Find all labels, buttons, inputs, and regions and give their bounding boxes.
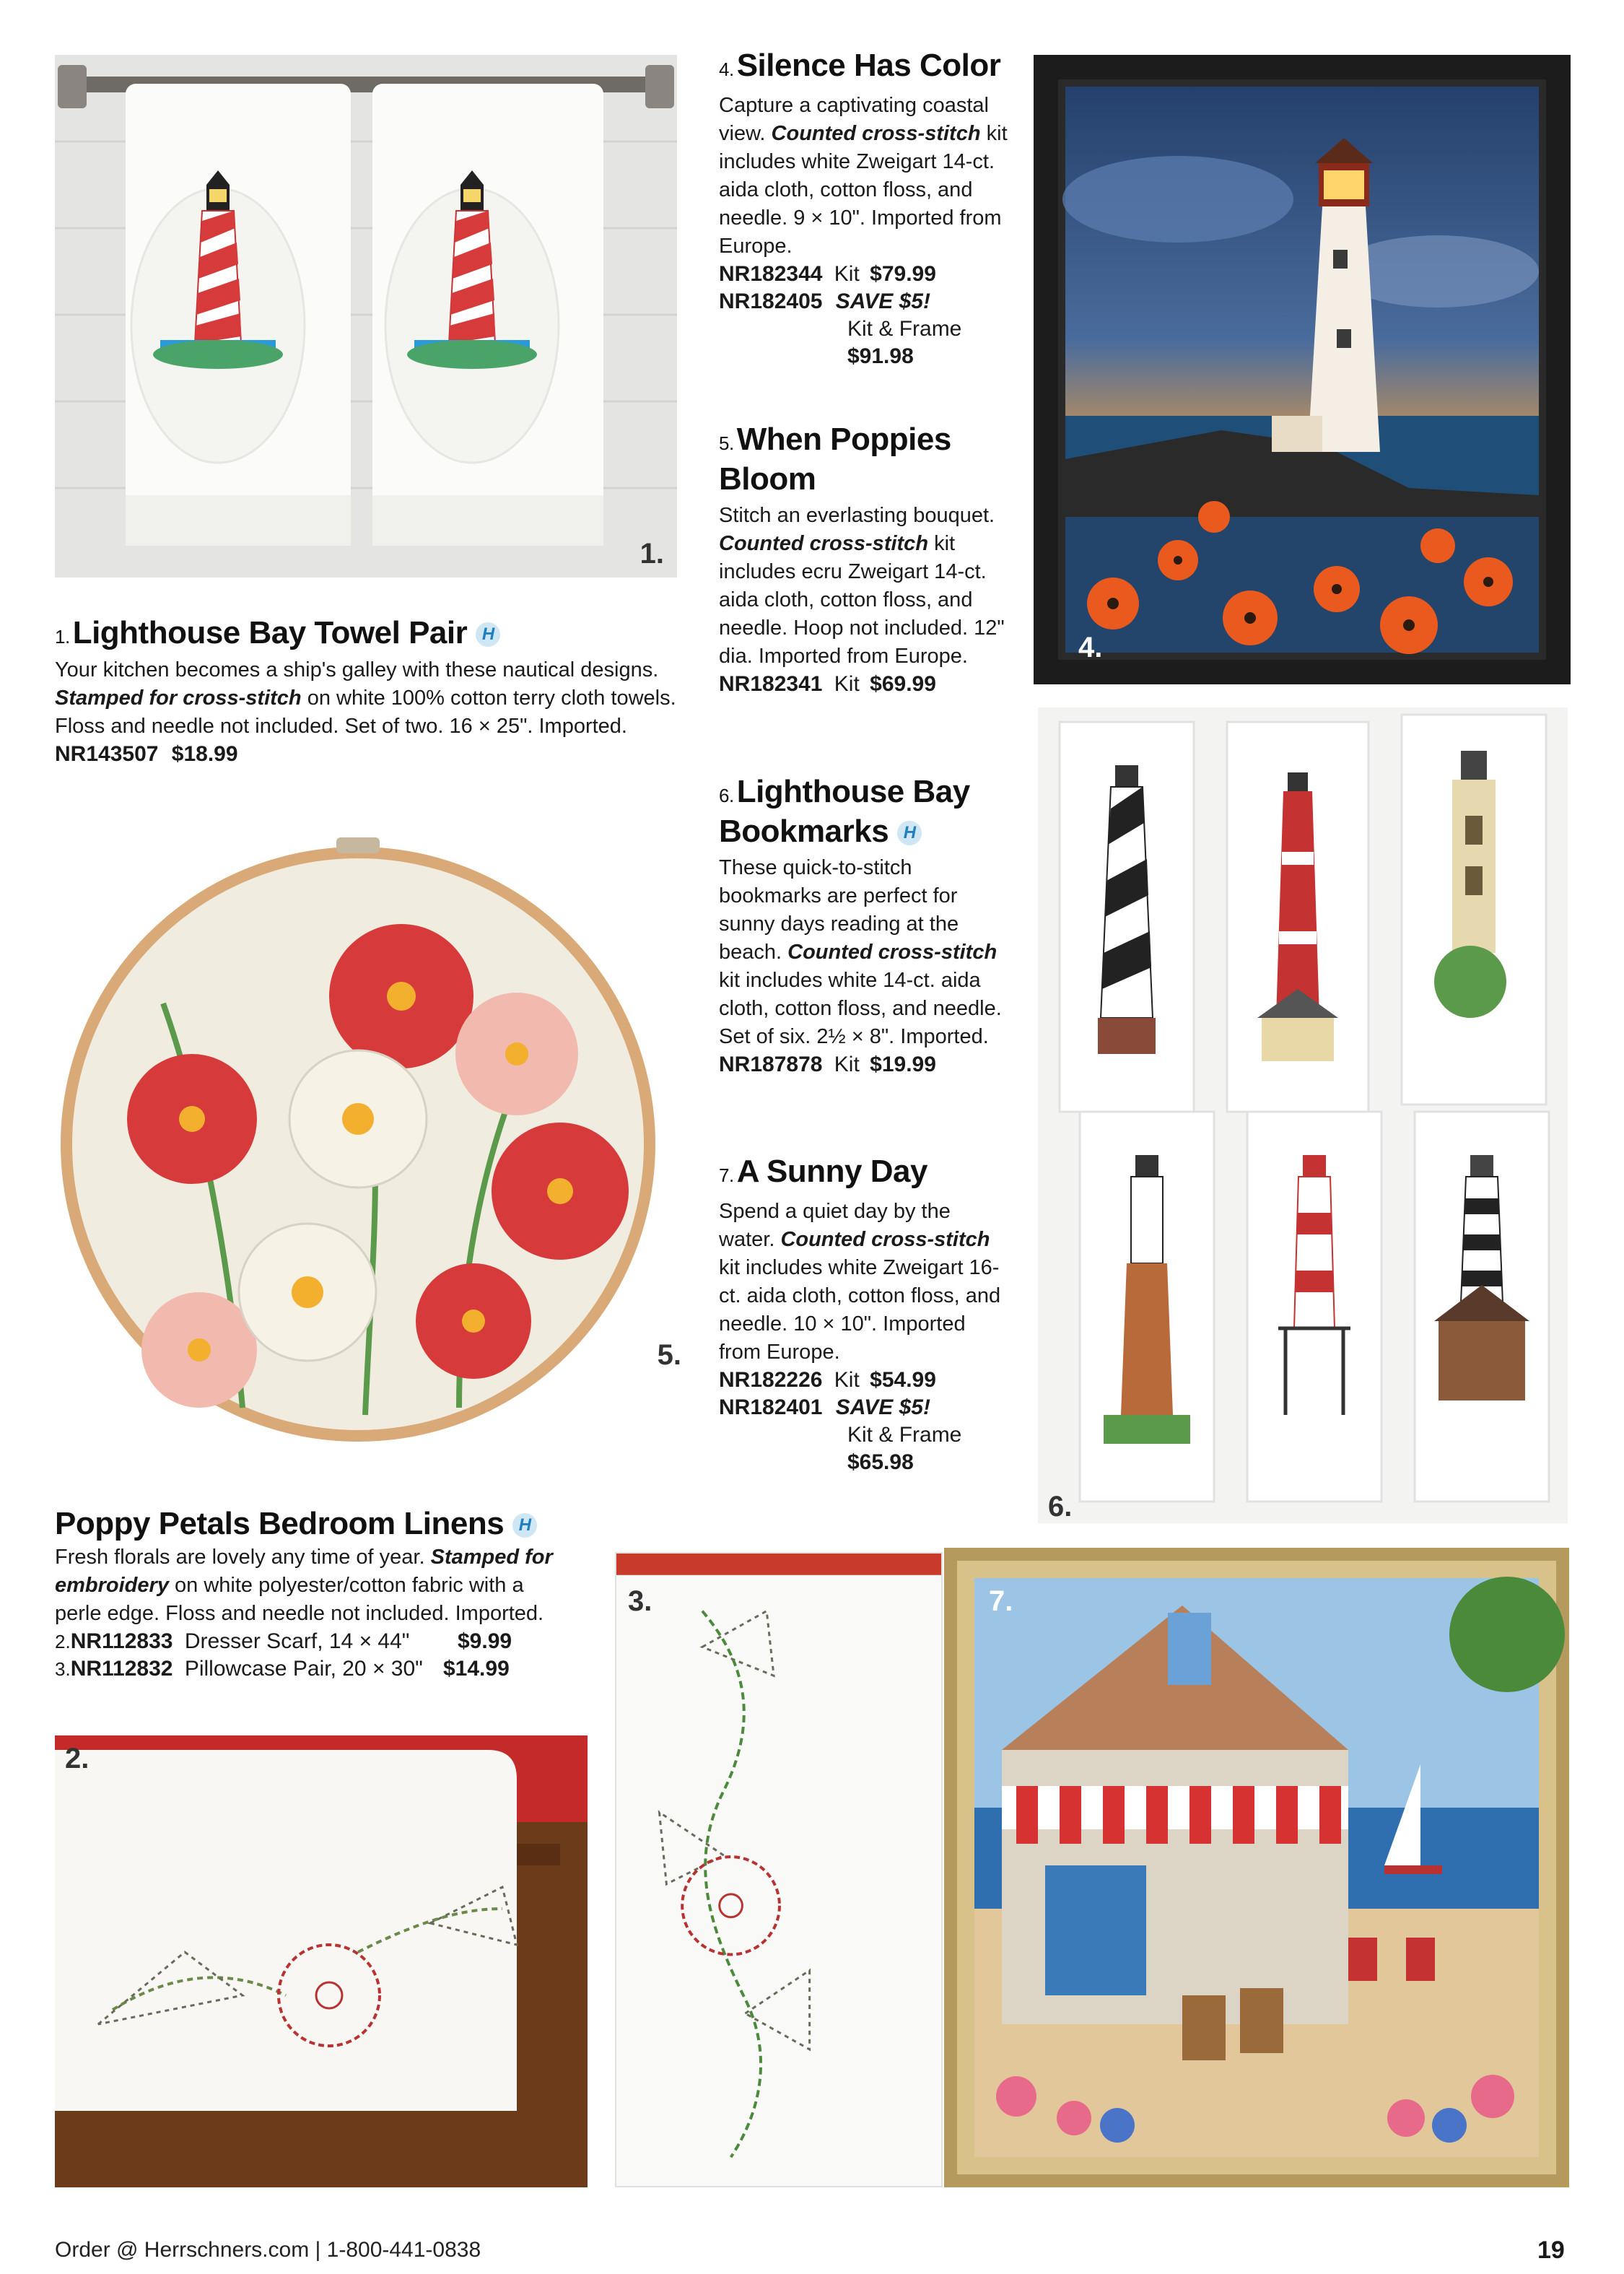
- product-1-price: $18.99: [171, 742, 238, 766]
- item-3-number: 3.: [55, 1658, 71, 1680]
- pillowcase-illustration: [616, 1554, 941, 2186]
- pillowcase-photo: [615, 1552, 943, 2187]
- product-4-kitframe-label: Kit & Frame: [847, 317, 962, 341]
- product-4-price-row-1: [719, 261, 1008, 288]
- product-4-description: [719, 92, 1008, 261]
- sunny-day-illustration: [944, 1548, 1569, 2187]
- photo-label-3: 3.: [628, 1585, 652, 1617]
- photo-label-2: 2.: [65, 1743, 90, 1774]
- product-6-sku: NR187878: [719, 1053, 823, 1076]
- poppy-hoop-photo: [55, 816, 681, 1451]
- product-6-desc-a: These quick-to-stitch bookmarks are perfect for sunny days reading at the beach.: [719, 856, 959, 964]
- product-6-block: [719, 774, 1008, 1079]
- product-6-desc-em: Counted cross-stitch: [787, 941, 997, 964]
- photo-label-7: 7.: [989, 1585, 1013, 1617]
- product-5-number: 5.: [719, 432, 734, 454]
- product-4-price-row-2: [719, 288, 1008, 315]
- silence-has-color-photo: [1034, 55, 1571, 684]
- product-7-sku-kit: NR182226: [719, 1368, 823, 1392]
- product-1-sku: NR143507: [55, 742, 159, 766]
- item-2-sku: NR112833: [70, 1629, 173, 1653]
- product-7-block: [719, 1154, 1008, 1476]
- product-4-kit-label: Kit: [834, 262, 860, 286]
- product-1-price-row: [55, 741, 683, 768]
- product-5-desc-a: Stitch an everlasting bouquet.: [719, 504, 995, 527]
- sunny-day-photo: [944, 1548, 1569, 2187]
- product-7-kitframe-label: Kit & Frame: [847, 1423, 962, 1447]
- product-5-price: $69.99: [870, 672, 936, 696]
- product-7-sku-frame: NR182401: [719, 1395, 823, 1419]
- product-5-title: [719, 422, 1008, 497]
- product-5-block: [719, 422, 1008, 698]
- product-6-desc-b: kit includes white 14-ct. aida cloth, cotton floss, and needle. Set of six. 2½ × 8". Imported.: [719, 969, 1002, 1048]
- product-7-description: [719, 1198, 1008, 1367]
- product-7-desc-a: Spend a quiet day by the water.: [719, 1200, 951, 1251]
- product-5-desc-em: Counted cross-stitch: [719, 532, 929, 555]
- product-6-description: [719, 854, 1008, 1051]
- product-7-title: [719, 1154, 1008, 1193]
- product-4-desc-em: Counted cross-stitch: [771, 122, 981, 145]
- photo-label-5: 5.: [657, 1339, 681, 1371]
- product-6-title-l1: Lighthouse Bay: [736, 774, 970, 809]
- poppy-linens-h-badge: H: [512, 1513, 537, 1538]
- poppy-linens-item-row: [55, 1628, 575, 1655]
- product-5-sku: NR182341: [719, 672, 823, 696]
- product-7-kit-price: $54.99: [870, 1368, 936, 1392]
- product-6-kit-label: Kit: [834, 1053, 860, 1076]
- product-4-title: [719, 48, 1008, 87]
- page-number: 19: [1537, 2236, 1565, 2264]
- product-4-number: 4.: [719, 58, 734, 80]
- product-6-price-row: [719, 1051, 1008, 1079]
- product-6-h-badge: H: [897, 821, 922, 845]
- product-4-sku-frame: NR182405: [719, 289, 823, 313]
- dresser-scarf-photo: [55, 1735, 588, 2187]
- product-1-block: [55, 615, 683, 768]
- poppy-linens-desc-b: on white polyester/cotton fabric with a perle edge. Floss and needle not included. Imported.: [55, 1574, 544, 1625]
- product-5-price-row: [719, 671, 1008, 698]
- product-1-title-text: Lighthouse Bay Towel Pair: [72, 615, 468, 650]
- product-7-desc-b: kit includes white Zweigart 16-ct. aida cloth, cotton floss, and needle. 10 × 10". Imported from Europe.: [719, 1256, 1001, 1364]
- product-4-save-badge: SAVE $5!: [835, 289, 930, 313]
- product-7-title-text: A Sunny Day: [736, 1154, 927, 1189]
- product-1-h-badge: H: [476, 622, 500, 647]
- poppy-linens-item-row: [55, 1655, 575, 1683]
- item-3-price: $14.99: [443, 1657, 510, 1681]
- photo-label-4: 4.: [1078, 632, 1103, 663]
- poppy-linens-desc-em: Stamped for embroidery: [55, 1546, 553, 1597]
- product-4-kit-price: $79.99: [870, 262, 936, 286]
- product-1-desc-em: Stamped for cross-stitch: [55, 687, 302, 710]
- product-5-desc-b: kit includes ecru Zweigart 14-ct. aida cloth, cotton floss, and needle. Hoop not included. 12" dia. Imported from Europe.: [719, 532, 1005, 668]
- product-4-sku-kit: NR182344: [719, 262, 823, 286]
- item-2-price: $9.99: [458, 1629, 512, 1653]
- product-6-number: 6.: [719, 785, 734, 806]
- framed-lighthouse-illustration: [1034, 55, 1571, 684]
- product-7-price-row-1: [719, 1367, 1008, 1394]
- product-7-number: 7.: [719, 1164, 734, 1186]
- product-1-description: [55, 656, 683, 741]
- item-2-number: 2.: [55, 1631, 71, 1652]
- product-7-save-badge: SAVE $5!: [835, 1395, 930, 1419]
- product-5-title-l2: Bloom: [719, 461, 816, 497]
- item-3-sku: NR112832: [70, 1657, 173, 1681]
- product-5-title-l1: When Poppies: [736, 422, 951, 457]
- towel-pair-photo: [55, 55, 677, 578]
- product-7-kitframe-price: $65.98: [847, 1450, 914, 1474]
- product-6-title: [719, 774, 1008, 850]
- product-1-desc-a: Your kitchen becomes a ship's galley with these nautical designs.: [55, 658, 659, 681]
- towel-illustration: [55, 55, 677, 578]
- item-2-name: Dresser Scarf, 14 × 44": [184, 1629, 410, 1653]
- poppy-hoop-illustration: [55, 816, 677, 1451]
- product-4-block: [719, 48, 1008, 370]
- product-6-price: $19.99: [870, 1053, 936, 1076]
- product-4-desc-a: Capture a captivating coastal view.: [719, 94, 989, 145]
- order-footer[interactable]: Order @ Herrschners.com | 1-800-441-0838: [55, 2238, 481, 2262]
- photo-label-1: 1.: [639, 538, 664, 570]
- poppy-linens-title-text: Poppy Petals Bedroom Linens: [55, 1506, 505, 1541]
- product-5-kit-label: Kit: [834, 672, 860, 696]
- product-1-number: 1.: [55, 626, 70, 648]
- product-4-desc-b: kit includes white Zweigart 14-ct. aida cloth, cotton floss, and needle. 9 × 10". Imported from Europe.: [719, 122, 1008, 258]
- bookmarks-photo: [1038, 707, 1568, 1523]
- poppy-linens-block: [55, 1506, 575, 1683]
- product-5-description: [719, 502, 1008, 671]
- product-7-price-row-2: [719, 1394, 1008, 1421]
- item-3-name: Pillowcase Pair, 20 × 30": [184, 1657, 423, 1681]
- poppy-linens-desc-a: Fresh florals are lovely any time of year.: [55, 1546, 431, 1569]
- product-1-title: [55, 615, 683, 655]
- bookmarks-illustration: [1038, 707, 1568, 1523]
- product-4-title-text: Silence Has Color: [736, 48, 1001, 83]
- poppy-linens-title: [55, 1506, 575, 1542]
- product-4-kitframe-price: $91.98: [847, 344, 914, 368]
- product-1-desc-b: on white 100% cotton terry cloth towels. Floss and needle not included. Set of two. 16 × 25". Imported.: [55, 687, 676, 738]
- photo-label-6: 6.: [1048, 1491, 1073, 1522]
- product-7-kit-label: Kit: [834, 1368, 860, 1392]
- dresser-scarf-illustration: [55, 1735, 588, 2187]
- product-7-desc-em: Counted cross-stitch: [780, 1228, 990, 1251]
- product-6-title-l2: Bookmarks: [719, 814, 889, 849]
- poppy-linens-description: [55, 1543, 575, 1628]
